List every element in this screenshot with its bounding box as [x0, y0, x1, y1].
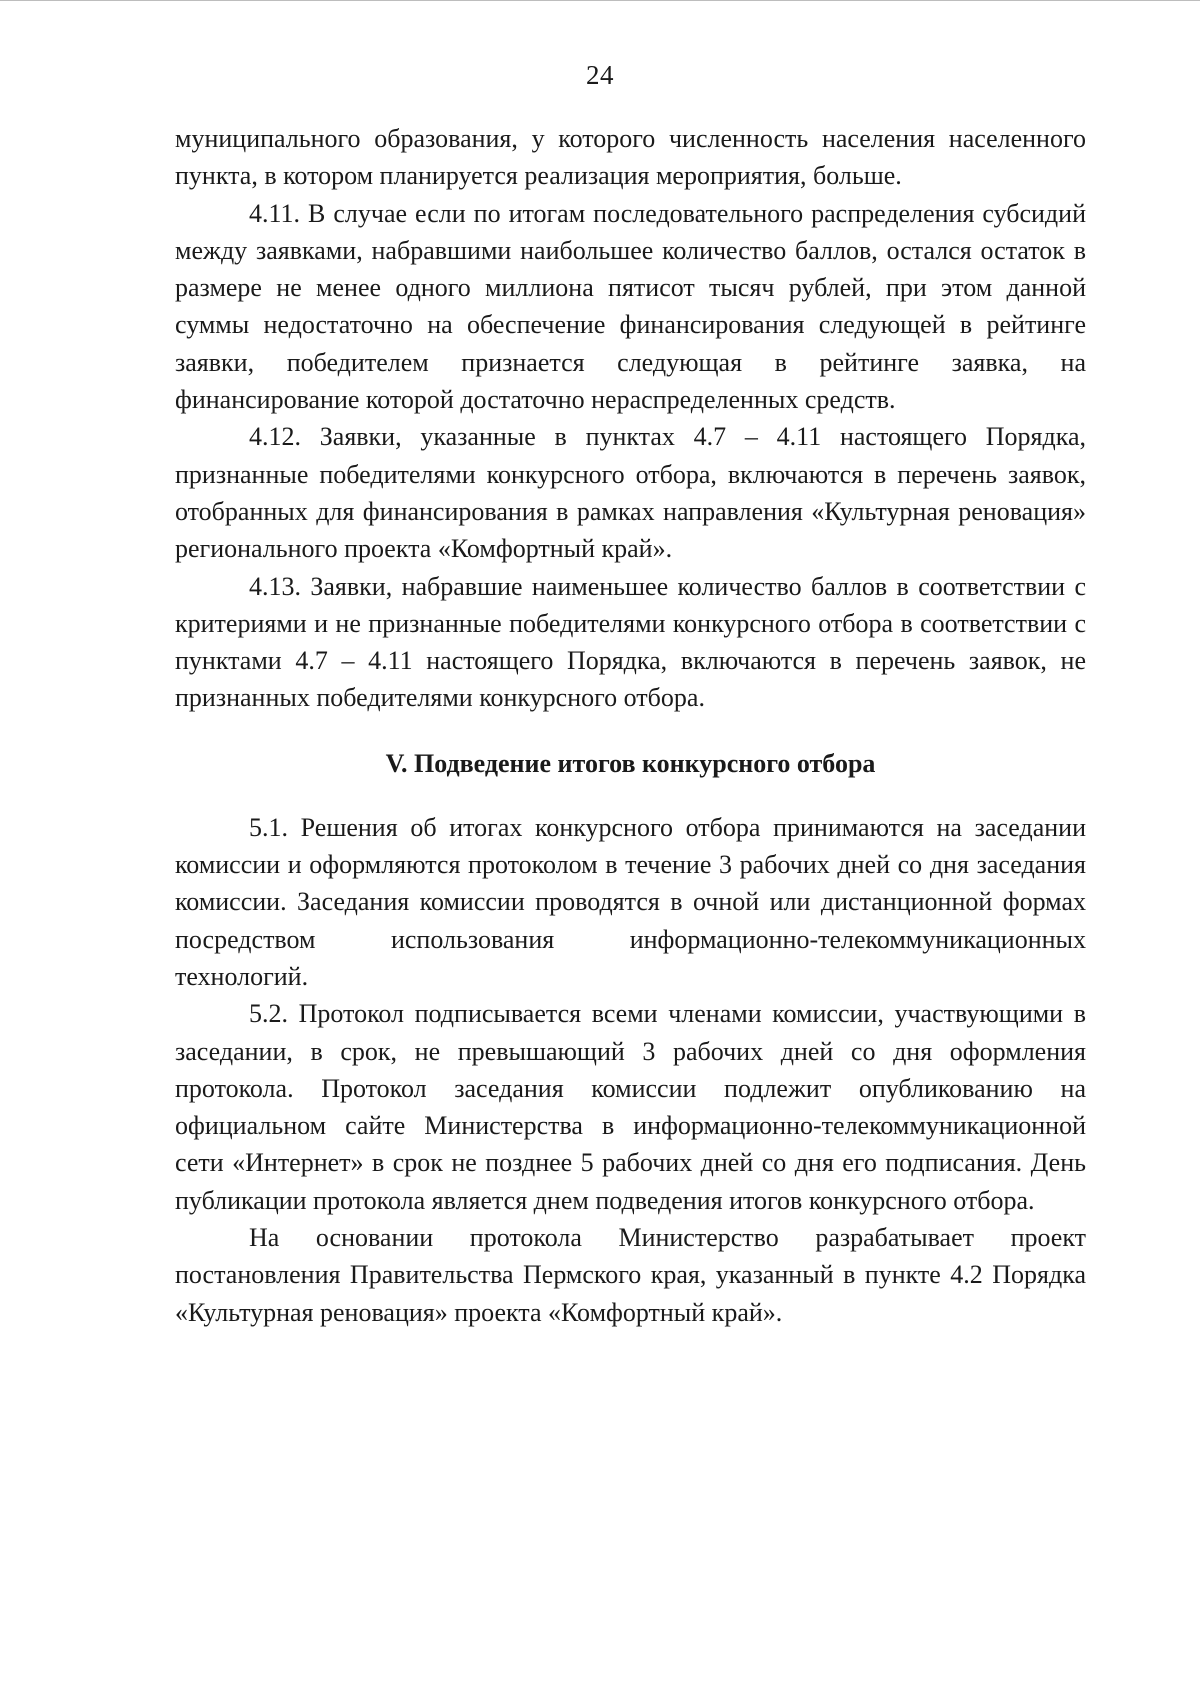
paragraph-4-11: 4.11. В случае если по итогам последовательного распределения субсидий между заявками, набравшими наибольшее количество баллов, остался остаток в размере не менее одного миллиона пятисот тысяч рублей, при этом данной суммы недостаточно на обеспечение финансирования следующей в рейтинге заявки, победителем признается следующая в рейтинге заявка, на финансирование которой достаточно нераспределенных средств. [175, 198, 1086, 415]
paragraph-protocol-basis: На основании протокола Министерство разрабатывает проект постановления Правительства Пермского края, указанный в пункте 4.2 Порядка «Культурная реновация» проекта «Комфортный край». [175, 1223, 1086, 1327]
paragraph-continuation: муниципального образования, у которого численность населения населенного пункта, в котором планируется реализация мероприятия, больше. [175, 124, 1086, 191]
document-body [175, 120, 1086, 1331]
paragraph-5-1: 5.1. Решения об итогах конкурсного отбора принимаются на заседании комиссии и оформляются протоколом в течение 3 рабочих дней со дня заседания комиссии. Заседания комиссии проводятся в очной или дистанционной формах посредством использования информационно-телекоммуникационных технологий. [175, 812, 1086, 991]
paragraph-4-13: 4.13. Заявки, набравшие наименьшее количество баллов в соответствии с критериями и не признанные победителями конкурсного отбора в соответствии с пунктами 4.7 – 4.11 настоящего Порядка, включаются в перечень заявок, не признанных победителями конкурсного отбора. [175, 571, 1086, 713]
paragraph-4-12: 4.12. Заявки, указанные в пунктах 4.7 – 4.11 настоящего Порядка, признанные победителями конкурсного отбора, включаются в перечень заявок, отобранных для финансирования в рамках направления «Культурная реновация» регионального проекта «Комфортный край». [175, 422, 1086, 564]
paragraph-5-2: 5.2. Протокол подписывается всеми членами комиссии, участвующими в заседании, в срок, не превышающий 3 рабочих дней со дня оформления протокола. Протокол заседания комиссии подлежит опубликованию на официальном сайте Министерства в информационно-телекоммуникационной сети «Интернет» в срок не позднее 5 рабочих дней со дня его подписания. День публикации протокола является днем подведения итогов конкурсного отбора. [175, 999, 1086, 1215]
page-top-edge [0, 0, 1200, 1]
page-number: 24 [586, 60, 614, 90]
section-heading: V. Подведение итогов конкурсного отбора [385, 748, 876, 778]
